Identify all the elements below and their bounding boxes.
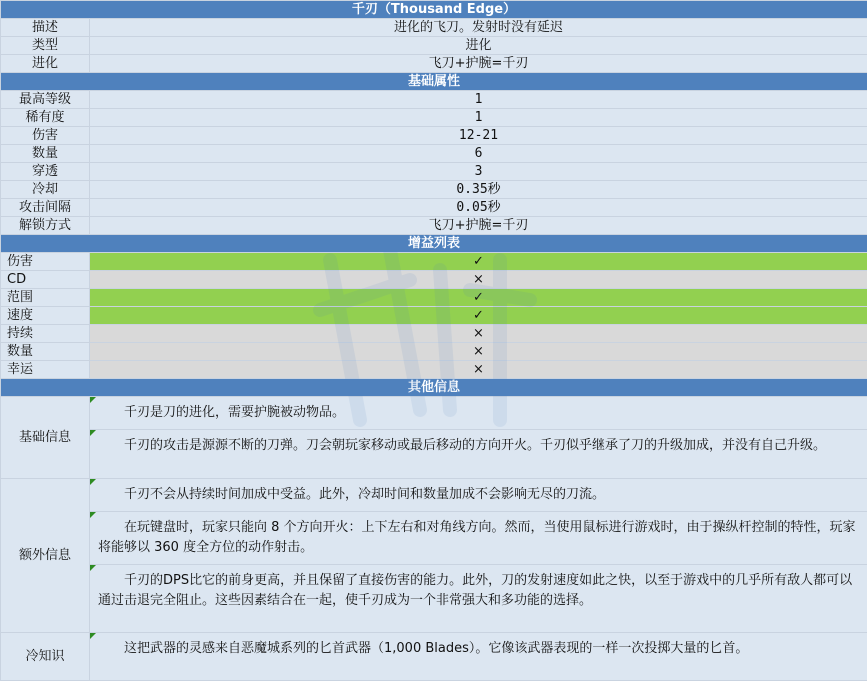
row-label: 进化: [1, 55, 90, 73]
row-label: 数量: [1, 145, 90, 163]
info-paragraph: 这把武器的灵感来自恶魔城系列的匕首武器（1,000 Blades）。它像该武器表现的一样一次投掷大量的匕首。: [90, 633, 867, 665]
info-header-text: 其他信息: [1, 379, 867, 397]
buff-header: [1, 235, 867, 253]
row-label: 类型: [1, 37, 90, 55]
info-row: [1, 397, 867, 479]
stat-row: [1, 163, 867, 181]
buff-row: [1, 307, 867, 325]
row-label: 伤害: [1, 127, 90, 145]
buff-label: CD: [1, 271, 90, 289]
check-icon: ✓: [90, 253, 867, 271]
stats-header-text: 基础属性: [1, 73, 867, 91]
buff-row: [1, 271, 867, 289]
row-value: 3: [90, 163, 867, 181]
stat-row: [1, 199, 867, 217]
row-label: 稀有度: [1, 109, 90, 127]
info-paragraph: 千刃的攻击是源源不断的刀弹。刀会朝玩家移动或最后移动的方向开火。千刃似乎继承了刀的升级加成，并没有自己升级。: [90, 429, 867, 462]
info-content: [90, 479, 867, 633]
buff-row: [1, 343, 867, 361]
cross-icon: ×: [90, 361, 867, 379]
check-icon: ✓: [90, 307, 867, 325]
basic-row: [1, 37, 867, 55]
info-paragraph: 千刃不会从持续时间加成中受益。此外，冷却时间和数量加成不会影响无尽的刀流。: [90, 479, 867, 511]
row-value: 进化的飞刀。发射时没有延迟: [90, 19, 867, 37]
row-label: 冷却: [1, 181, 90, 199]
row-value: 进化: [90, 37, 867, 55]
info-content: [90, 397, 867, 479]
row-value: 6: [90, 145, 867, 163]
info-row: [1, 479, 867, 633]
info-header: [1, 379, 867, 397]
buff-label: 伤害: [1, 253, 90, 271]
cross-icon: ×: [90, 325, 867, 343]
row-label: 攻击间隔: [1, 199, 90, 217]
buff-label: 幸运: [1, 361, 90, 379]
row-value: 12-21: [90, 127, 867, 145]
row-label: 描述: [1, 19, 90, 37]
buff-row: [1, 361, 867, 379]
stat-row: [1, 91, 867, 109]
info-row: [1, 633, 867, 681]
row-value: 飞刀+护腕=千刃: [90, 217, 867, 235]
info-label: 基础信息: [1, 397, 90, 479]
stat-row: [1, 217, 867, 235]
buff-label: 数量: [1, 343, 90, 361]
buff-label: 持续: [1, 325, 90, 343]
info-paragraph: 千刃是刀的进化，需要护腕被动物品。: [90, 397, 867, 429]
info-label: 额外信息: [1, 479, 90, 633]
info-paragraph: 千刃的DPS比它的前身更高，并且保留了直接伤害的能力。此外，刀的发射速度如此之快，以至于游戏中的几乎所有敌人都可以通过击退完全阻止。这些因素结合在一起，使千刃成为一个非常强大和多功能的选择。: [90, 564, 867, 617]
buff-label: 速度: [1, 307, 90, 325]
info-label: 冷知识: [1, 633, 90, 681]
cross-icon: ×: [90, 343, 867, 361]
stat-row: [1, 109, 867, 127]
buff-header-text: 增益列表: [1, 235, 867, 253]
row-label: 穿透: [1, 163, 90, 181]
buff-label: 范围: [1, 289, 90, 307]
check-icon: ✓: [90, 289, 867, 307]
stat-row: [1, 127, 867, 145]
row-label: 解锁方式: [1, 217, 90, 235]
weapon-title: 千刃（Thousand Edge）: [1, 1, 867, 19]
info-content: [90, 633, 867, 681]
cross-icon: ×: [90, 271, 867, 289]
row-value: 1: [90, 91, 867, 109]
row-value: 0.35秒: [90, 181, 867, 199]
buff-row: [1, 325, 867, 343]
info-paragraph: 在玩键盘时，玩家只能向 8 个方向开火：上下左右和对角线方向。然而，当使用鼠标进行游戏时，由于操纵杆控制的特性，玩家将能够以 360 度全方位的动作射击。: [90, 511, 867, 564]
row-value: 0.05秒: [90, 199, 867, 217]
row-value: 飞刀+护腕=千刃: [90, 55, 867, 73]
basic-row: [1, 55, 867, 73]
stat-row: [1, 145, 867, 163]
basic-row: [1, 19, 867, 37]
stat-row: [1, 181, 867, 199]
buff-row: [1, 289, 867, 307]
stats-header: [1, 73, 867, 91]
buff-row: [1, 253, 867, 271]
row-label: 最高等级: [1, 91, 90, 109]
row-value: 1: [90, 109, 867, 127]
